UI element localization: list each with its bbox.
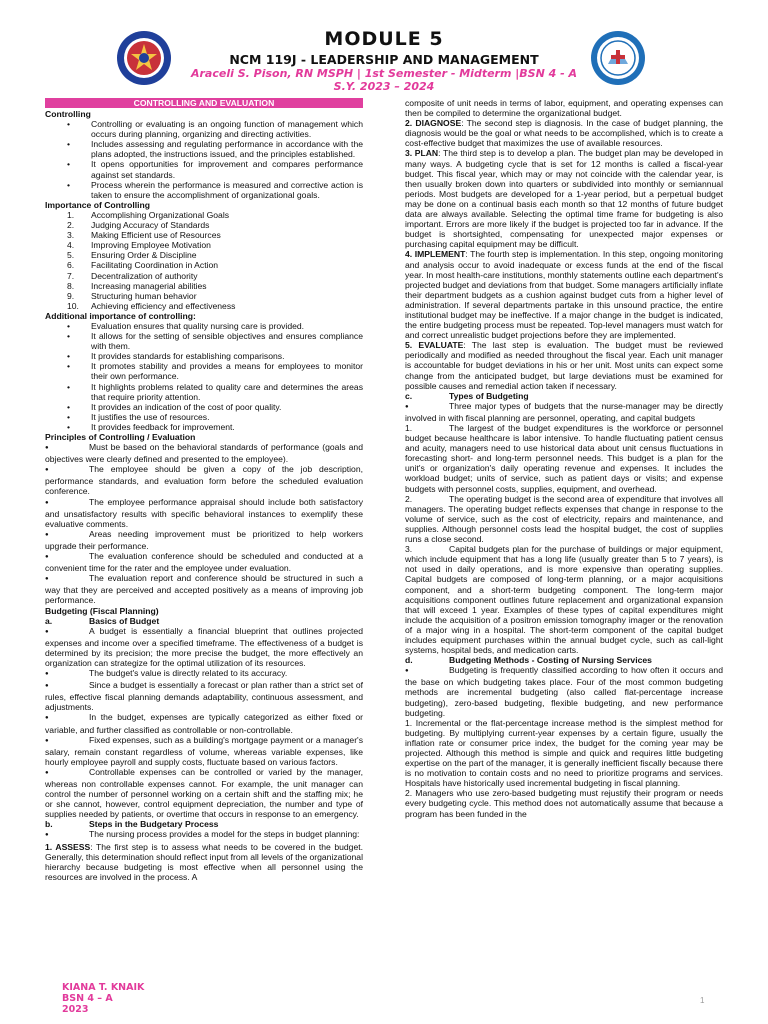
basics-item: ●In the budget, expenses are typically categorized as either fixed or variable, and further classified as controllable or non-controllable. (45, 712, 363, 734)
additional-heading: Additional importance of controlling: (45, 310, 196, 321)
list-item: • It provides standards for establishing comparisons. (91, 351, 363, 361)
continuation-text: composite of unit needs in terms of labor, equipment, and operating expenses can then be compiled to determine the organizational budget. (405, 98, 723, 119)
list-item: 9. Structuring human behavior (67, 290, 197, 301)
list-item: • Process wherein the performance is measured and corrective action is taken to ensure the accomplishment of organizational goals. (91, 180, 363, 200)
instructor-line: Araceli S. Pison, RN MSPH | 1st Semester - Midterm |BSN 4 - A (190, 67, 578, 80)
page-number: 1 (700, 996, 705, 1005)
basics-item: ●The budget's value is directly related to its accuracy. (45, 668, 363, 680)
basics-item: ●Controllable expenses can be controlled or varied by the manager, whereas non controllable expenses cannot. For example, the unit manager can control the number of personnel working on a certain shift and the staffing mix; he or she cannot, however, control equipment depreciation, the number and type of supplies needed by patients, or overtime that occurs in response to an emergency. (45, 767, 363, 819)
principle-item: ●The employee performance appraisal should include both satisfactory and unsatisfactory results with specific behavioral instances to exemplify these evaluative comments. (45, 497, 363, 529)
list-item: • It provides feedback for improvement. (91, 422, 363, 432)
principles-heading: Principles of Controlling / Evaluation (45, 432, 196, 442)
module-title: MODULE 5 (324, 28, 444, 50)
college-of-nursing-seal-icon (590, 30, 646, 86)
list-item: • It justifies the use of resources. (91, 412, 363, 422)
list-item: 8. Increasing managerial abilities (67, 280, 207, 291)
types-intro: ●Three major types of budgets that the nurse-manager may be directly involved in with fiscal planning are personnel, operating, and capital budgets (405, 401, 723, 423)
type-item: 2. The operating budget is the second area of expenditure that involves all managers. The operating budget reflects expenses that change in response to the volume of service, such as the cost of electricity, repairs and maintenance, and supplies. Although personnel costs lead the hospital budget, the cost of supplies runs a close second. (405, 493, 723, 545)
list-item: • Includes assessing and regulating performance in accordance with the plans adopted, the instructions issued, and the principles established. (91, 139, 363, 159)
type-item: 3. Capital budgets plan for the purchase of buildings or major equipment, which include equipment that has a long life (usually greater than 5 to 7 years), is not used in daily operations, and is more expensive than operating supplies. Capital budgets are composed of long-term planning, or a major acquisitions component, and a short-term budgeting component. The long-term major acquisitions component outlines future replacement and organizational expansion that will exceed 1 year. Examples of these types of capital expenditures might include the acquisition of a positron emission tomography imager or the renovation of a major wing in a hospital. The short-term component of the capital budget includes equipment purchases within the annual budget cycle, such as call-light systems, hospital beds, and medication carts. (405, 544, 723, 656)
step-evaluate: 5. EVALUATE: The last step is evaluation. The budget must be reviewed periodically and modified as needed throughout the fiscal year. Each unit manager is accountable for budget deviations in his or her unit. Most units can expect some change from the anticipated budget, but large deviations must be examined for possible causes and remedial action taken if necessary. (405, 340, 723, 391)
author-name: KIANA T. KNAIK (62, 982, 145, 993)
list-item: • It promotes stability and provides a means for employees to monitor their own performance. (91, 361, 363, 381)
step-plan: 3. PLAN: The third step is to develop a plan. The budget plan may be developed in many ways. A budgeting cycle that is set for 12 months is called a fiscal-year budget. This fiscal year, which may or may not coincide with the calendar year, is then usually broken down into quarters or subdivided into monthly or semiannual periods. Most budgets are developed for a 1-year period, but a perpetual budget may be done on a continual basis each month so that 12 months of future budget data are always available. Selecting the optimal time frame for budgeting is also important. Errors are more likely if the budget is projected too far in advance. If the budget is shortsighted, compensating for unexpected major expenses or purchasing capital equipment may be difficult. (405, 148, 723, 250)
types-heading: c. Types of Budgeting (405, 390, 529, 401)
course-title: NCM 119J - LEADERSHIP AND MANAGEMENT (229, 52, 539, 67)
section-banner: CONTROLLING AND EVALUATION (45, 98, 363, 108)
list-item: • It highlights problems related to quality care and determines the areas that require priority attention. (91, 382, 363, 402)
list-item: • It provides an indication of the cost of poor quality. (91, 402, 363, 412)
principle-item: ●Must be based on the behavioral standards of performance (goals and objectives were clearly defined and presented to the employee). (45, 442, 363, 464)
methods-intro: ●Budgeting is frequently classified according to how often it occurs and the base on which budgeting takes place. Four of the most common budgeting methods are incremental budgeting (also called flat-percentage increase budgeting), zero-based budgeting, flexible budgeting, and new performance budgeting. (405, 665, 723, 717)
step-implement: 4. IMPLEMENT: The fourth step is implementation. In this step, ongoing monitoring and analysis occur to avoid inadequate or excess funds at the end of the fiscal year. In most health-care institutions, monthly statements outline each department's projected budget and deviations from that budget. Some managers artificially inflate their department budgets as a cushion against budget cuts from a higher level of administration. If several departments partake in this unsound practice, the entire institutional budget may be ineffective. If a major change in the budget is indicated, the entire budgeting process must be repeated. Top-level managers must watch for and correct unrealistic budget projections before they are implemented. (405, 249, 723, 341)
list-item: 1. Accomplishing Organizational Goals (67, 209, 230, 220)
principle-item: ●The evaluation report and conference should be structured in such a way that they are perceived and accepted positively as a means of improving job performance. (45, 573, 363, 605)
controlling-heading: Controlling (45, 109, 91, 119)
right-column (405, 98, 723, 819)
list-item: • Evaluation ensures that quality nursing care is provided. (91, 321, 363, 331)
step-diagnose: 2. DIAGNOSE: The second step is diagnosis. In the case of budget planning, the diagnosis would be the goal or what needs to be accomplished, which is to create a cost-effective budget that maximizes the use of available resources. (405, 118, 723, 149)
list-item: • It opens opportunities for improvement and compares performance against set standards. (91, 159, 363, 179)
steps-heading: b. Steps in the Budgetary Process (45, 819, 219, 830)
method-item: 1. Incremental or the flat-percentage increase method is the simplest method for budgeting. By multiplying current-year expenses by a certain figure, usually the inflation rate or consumer price index, the budget for the coming year may be projected. Although this method is simple and quick and requires little budgeting expertise on the part of the manager, it is generally inefficient fiscally because there is no motivation to contain costs and no need to prioritize programs and services. Hospitals have historically used incremental budgeting in fiscal planning. (405, 717, 723, 789)
list-item: • It allows for the setting of sensible objectives and ensures compliance with them. (91, 331, 363, 351)
left-column (45, 98, 363, 882)
school-year: S.Y. 2023 – 2024 (333, 80, 435, 93)
page-footer (62, 982, 144, 1015)
method-item: 2. Managers who use zero-based budgeting must rejustify their program or needs every budgeting cycle. This method does not automatically assume that because a program has been funded in the (405, 788, 723, 819)
basics-item: ●Fixed expenses, such as a building's mortgage payment or a manager's salary, remain constant regardless of volume, whereas variable expenses, like hourly employee payroll and supply costs, fluctuate based on various factors. (45, 735, 363, 767)
list-item: 7. Decentralization of authority (67, 270, 198, 281)
list-item: 6. Facilitating Coordination in Action (67, 260, 219, 271)
step-assess: 1. ASSESS: The first step is to assess what needs to be covered in the budget. Generally, this determination should reflect input from all levels of the organizational hierarchy because budgeting is most effective when all personnel using the resources are involved in the process. A (45, 841, 363, 882)
list-item: 2. Judging Accuracy of Standards (67, 220, 210, 231)
basics-item: ●Since a budget is essentially a forecast or plan rather than a strict set of rules, effective fiscal planning demands adaptability, continuous assessment, and adjustments. (45, 680, 363, 712)
university-seal-icon (116, 30, 172, 86)
list-item: • Controlling or evaluating is an ongoing function of management which occurs during planning, organizing and directing activities. (91, 119, 363, 139)
list-item: 4. Improving Employee Motivation (67, 240, 211, 251)
list-item: 3. Making Efficient use of Resources (67, 230, 221, 241)
footer-year: 2023 (62, 1004, 89, 1015)
principle-item: ●Areas needing improvement must be prioritized to help workers upgrade their performance. (45, 529, 363, 551)
list-item: 5. Ensuring Order & Discipline (67, 250, 197, 261)
additional-list (45, 321, 363, 432)
list-item: 10. Achieving efficiency and effectiveness (67, 300, 236, 311)
methods-heading: d. Budgeting Methods - Costing of Nursing Services (405, 655, 652, 666)
importance-heading: Importance of Controlling (45, 199, 151, 210)
principle-item: ●The evaluation conference should be scheduled and conducted at a convenient time for the rater and the employee under evaluation. (45, 551, 363, 573)
importance-list (45, 210, 363, 311)
basics-heading: a. Basics of Budget (45, 615, 160, 626)
budgeting-heading: Budgeting (Fiscal Planning) (45, 605, 159, 616)
basics-item: ●A budget is essentially a financial blueprint that outlines projected expenses and income over a specified timeframe. The effectiveness of a budget is determined by its precision; the more precise the budget, the more effectively an organization can strategize for the optimal utilization of its resources. (45, 626, 363, 668)
steps-intro: ●The nursing process provides a model for the steps in budget planning: (45, 829, 363, 841)
type-item: 1. The largest of the budget expenditures is the workforce or personnel budget because healthcare is labor intensive. To handle fluctuating patient census and acuity, managers need to use historical data about unit census fluctuations in forecasting short- and long-term personnel needs. This budget is a plan for the unit's or organization's daily operating revenue and expenses. It includes the workload budget; units of service, such as patient days or visits; and expense budgets with personnel costs, supplies, equipment, and overhead. (405, 423, 723, 494)
author-section: BSN 4 – A (62, 993, 113, 1004)
controlling-list (45, 119, 363, 200)
principle-item: ●The employee should be given a copy of the job description, performance standards, and evaluation form before the scheduled evaluation conference. (45, 464, 363, 496)
